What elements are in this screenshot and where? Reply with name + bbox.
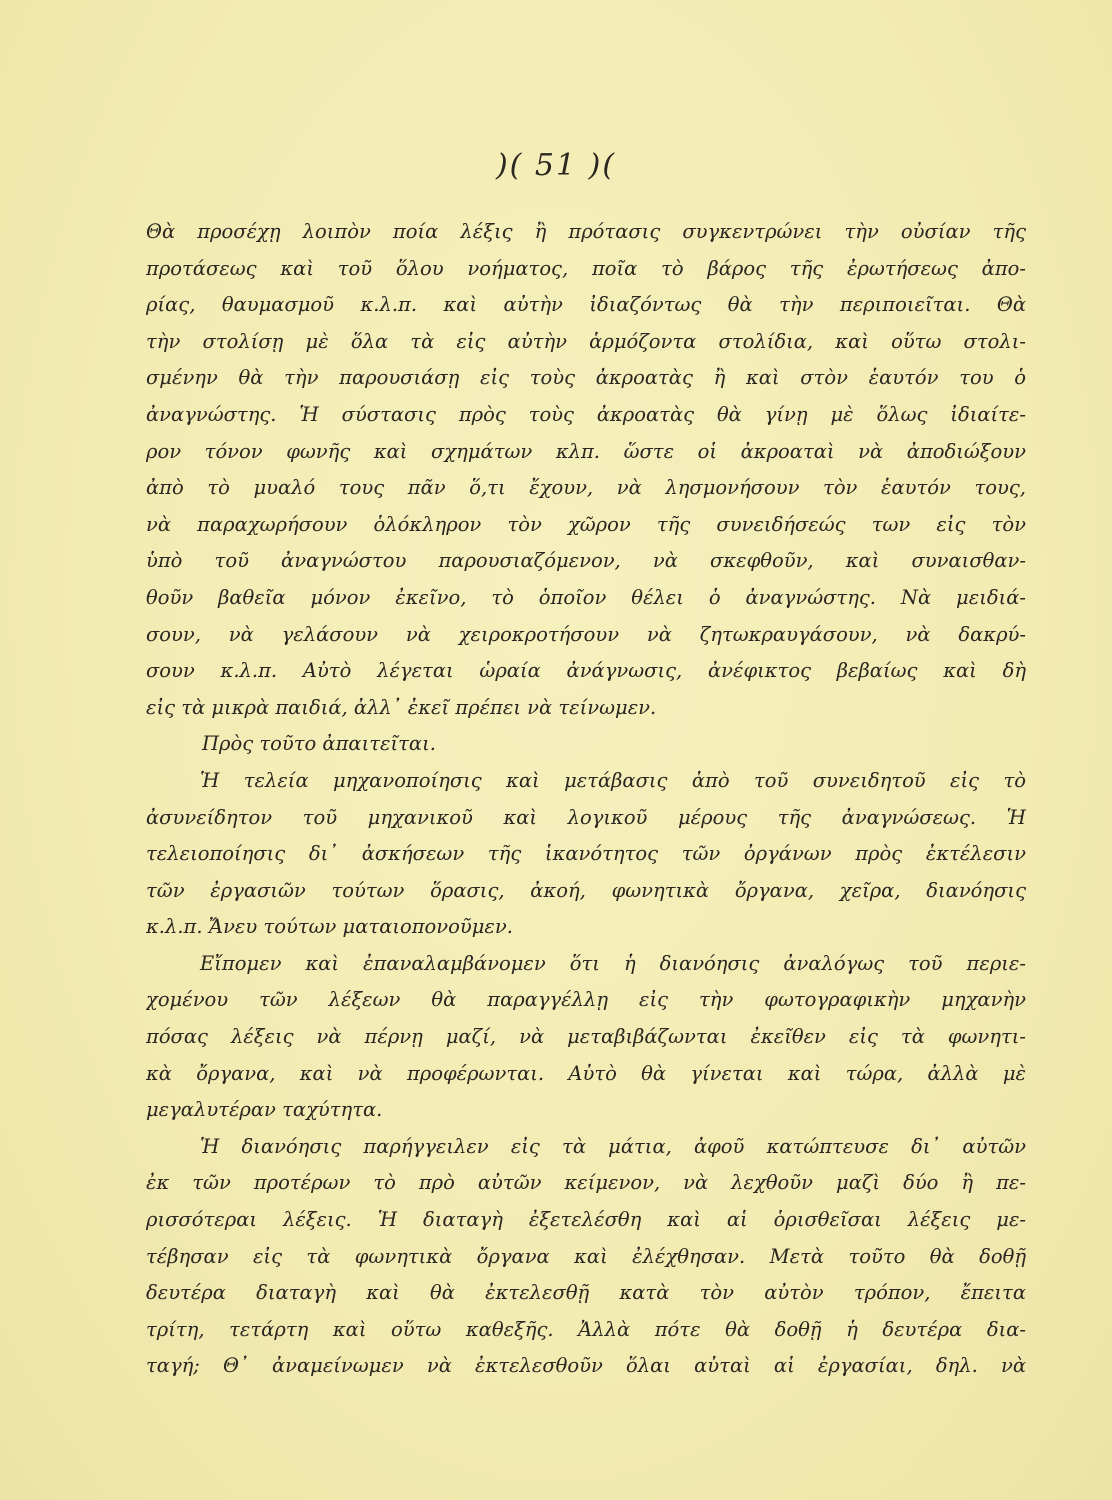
text-line: ρισσότεραι λέξεις. Ἡ διαταγὴ ἐξετελέσθη καὶ αἱ ὁρισθεῖσαι λέξεις με- [146, 1208, 1026, 1232]
text-line: δευτέρα διαταγὴ καὶ θὰ ἐκτελεσθῇ κατὰ τὸν αὐτὸν τρόπον, ἔπειτα [146, 1281, 1026, 1305]
text-line: ὑπὸ τοῦ ἀναγνώστου παρουσιαζόμενον, νὰ σκεφθοῦν, καὶ συναισθαν- [146, 549, 1026, 573]
text-line: πόσας λέξεις νὰ πέρνῃ μαζί, νὰ μεταβιβάζωνται ἐκεῖθεν εἰς τὰ φωνητι- [146, 1025, 1026, 1049]
text-line: σμένην θὰ τὴν παρουσιάσῃ εἰς τοὺς ἀκροατὰς ἢ καὶ στὸν ἑαυτόν του ὁ [146, 366, 1026, 390]
body-text [146, 214, 1026, 1385]
text-line: τὴν στολίσῃ μὲ ὅλα τὰ εἰς αὐτὴν ἁρμόζοντα στολίδια, καὶ οὕτω στολι- [146, 329, 1026, 353]
text-line: τελειοποίησις δι᾿ ἀσκήσεων τῆς ἱκανότητος τῶν ὀργάνων πρὸς ἐκτέλεσιν [146, 842, 1026, 866]
text-line: κὰ ὄργανα, καὶ νὰ προφέρωνται. Αὐτὸ θὰ γίνεται καὶ τώρα, ἀλλὰ μὲ [146, 1061, 1026, 1085]
text-line: εἰς τὰ μικρὰ παιδιά, ἀλλ᾿ ἐκεῖ πρέπει νὰ τείνωμεν. [146, 695, 657, 719]
text-line: σουν, νὰ γελάσουν νὰ χειροκροτήσουν νὰ ζητωκραυγάσουν, νὰ δακρύ- [146, 622, 1026, 646]
text-line: Εἴπομεν καὶ ἐπαναλαμβάνομεν ὅτι ἡ διανόησις ἀναλόγως τοῦ περιε- [200, 951, 1026, 975]
text-line: σουν κ.λ.π. Αὐτὸ λέγεται ὡραία ἀνάγνωσις, ἀνέφικτος βεβαίως καὶ δὴ [146, 659, 1026, 683]
text-line: ἐκ τῶν προτέρων τὸ πρὸ αὐτῶν κείμενον, νὰ λεχθοῦν μαζὶ δύο ἢ πε- [146, 1171, 1026, 1195]
page-number: )( 51 )( [495, 148, 617, 183]
text-line: Πρὸς τοῦτο ἀπαιτεῖται. [202, 732, 436, 756]
text-line: χομένου τῶν λέξεων θὰ παραγγέλλῃ εἰς τὴν φωτογραφικὴν μηχανὴν [146, 988, 1026, 1012]
text-line: τρίτη, τετάρτη καὶ οὕτω καθεξῆς. Ἀλλὰ πότε θὰ δοθῇ ἡ δευτέρα δια- [146, 1317, 1026, 1341]
text-line: ρον τόνον φωνῆς καὶ σχημάτων κλπ. ὥστε οἱ ἀκροαταὶ νὰ ἀποδιώξουν [146, 439, 1026, 463]
text-line: νὰ παραχωρήσουν ὁλόκληρον τὸν χῶρον τῆς συνειδήσεώς των εἰς τὸν [146, 512, 1026, 536]
text-line: Ἡ διανόησις παρήγγειλεν εἰς τὰ μάτια, ἀφοῦ κατώπτευσε δι᾿ αὐτῶν [200, 1134, 1026, 1158]
text-line: τέβησαν εἰς τὰ φωνητικὰ ὄργανα καὶ ἐλέχθησαν. Μετὰ τοῦτο θὰ δοθῇ [146, 1244, 1026, 1268]
text-line: ταγή; Θ᾿ ἀναμείνωμεν νὰ ἐκτελεσθοῦν ὅλαι αὐταὶ αἱ ἐργασίαι, δηλ. νὰ [146, 1354, 1026, 1378]
text-line: τῶν ἐργασιῶν τούτων ὅρασις, ἀκοή, φωνητικὰ ὄργανα, χεῖρα, διανόησις [146, 878, 1026, 902]
text-line: Ἡ τελεία μηχανοποίησις καὶ μετάβασις ἀπὸ τοῦ συνειδητοῦ εἰς τὸ [200, 768, 1026, 792]
text-line: Θὰ προσέχῃ λοιπὸν ποία λέξις ἢ πρότασις συγκεντρώνει τὴν οὐσίαν τῆς [146, 220, 1026, 243]
text-line: ἀσυνείδητον τοῦ μηχανικοῦ καὶ λογικοῦ μέρους τῆς ἀναγνώσεως. Ἡ [146, 805, 1026, 829]
text-line: προτάσεως καὶ τοῦ ὅλου νοήματος, ποῖα τὸ βάρος τῆς ἐρωτήσεως ἀπο- [146, 256, 1026, 280]
text-line: θοῦν βαθεῖα μόνον ἐκεῖνο, τὸ ὁποῖον θέλει ὁ ἀναγνώστης. Νὰ μειδιά- [146, 585, 1026, 609]
text-line: ἀπὸ τὸ μυαλό τους πᾶν ὅ,τι ἔχουν, νὰ λησμονήσουν τὸν ἑαυτόν τους, [146, 476, 1026, 500]
text-line: ἀναγνώστης. Ἡ σύστασις πρὸς τοὺς ἀκροατὰς θὰ γίνῃ μὲ ὅλως ἰδιαίτε- [146, 402, 1026, 426]
text-line: ρίας, θαυμασμοῦ κ.λ.π. καὶ αὐτὴν ἰδιαζόντως θὰ τὴν περιποιεῖται. Θὰ [146, 293, 1026, 317]
text-line: κ.λ.π. Ἄνευ τούτων ματαιοπονοῦμεν. [146, 915, 513, 939]
text-line: μεγαλυτέραν ταχύτητα. [146, 1098, 383, 1122]
